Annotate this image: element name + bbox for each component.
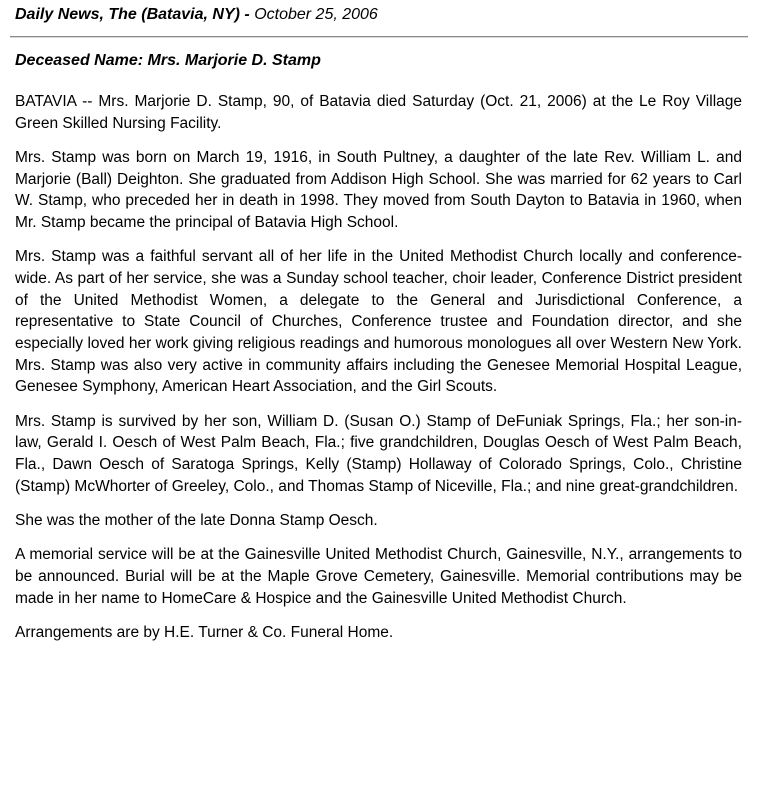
header-divider <box>10 36 748 38</box>
header-separator: - <box>239 6 255 23</box>
article-header <box>15 4 378 26</box>
deceased-name-heading: Deceased Name: Mrs. Marjorie D. Stamp <box>15 52 321 69</box>
paragraph-survivors: Mrs. Stamp is survived by her son, William D. (Susan O.) Stamp of DeFuniak Springs, Fla.; her son-in-law, Gerald I. Oesch of West Palm Beach, Fla.; five grandchildren, Douglas Oesch of West Palm Beach, Fla., Dawn Oesch of Saratoga Springs, Kelly (Stamp) Hollaway of Colorado Springs, Colo., Christine (Stamp) McWhorter of Greeley, Colo., and Thomas Stamp of Niceville, Fla.; and nine great-grandchildren. <box>15 412 742 495</box>
obituary-body <box>15 91 742 656</box>
paragraph-death-notice: BATAVIA -- Mrs. Marjorie D. Stamp, 90, of Batavia died Saturday (Oct. 21, 2006) at the Le Roy Village Green Skilled Nursing Facility. <box>15 93 742 132</box>
paragraph-predeceased: She was the mother of the late Donna Stamp Oesch. <box>15 511 378 529</box>
publication-name: Daily News, The (Batavia, NY) <box>15 6 240 23</box>
paragraph-early-life: Mrs. Stamp was born on March 19, 1916, in South Pultney, a daughter of the late Rev. William L. and Marjorie (Ball) Deighton. She graduated from Addison High School. She was married for 62 years to Carl W. Stamp, who preceded her in death in 1998. They moved from South Dayton to Batavia in 1960, when Mr. Stamp became the principal of Batavia High School. <box>15 148 742 232</box>
publication-date: October 25, 2006 <box>254 6 378 23</box>
paragraph-memorial: A memorial service will be at the Gainesville United Methodist Church, Gainesville, N.Y., arrangements to be announced. Burial will be at the Maple Grove Cemetery, Gainesville. Memorial contributions may be made in her name to HomeCare & Hospice and the Gainesville United Methodist Church. <box>15 546 742 607</box>
paragraph-arrangements: Arrangements are by H.E. Turner & Co. Funeral Home. <box>15 623 394 641</box>
paragraph-service: Mrs. Stamp was a faithful servant all of her life in the United Methodist Church locally and conference-wide. As part of her service, she was a Sunday school teacher, choir leader, Conference District president of the United Methodist Women, a delegate to the General and Jurisdictional Conference, a representative to State Council of Churches, Conference trustee and Foundation director, and she especially loved her work giving religious readings and humorous monologues all over Western New York. Mrs. Stamp was also very active in community affairs including the Genesee Memorial Hospital League, Genesee Symphony, American Heart Association, and the Girl Scouts. <box>15 248 742 396</box>
